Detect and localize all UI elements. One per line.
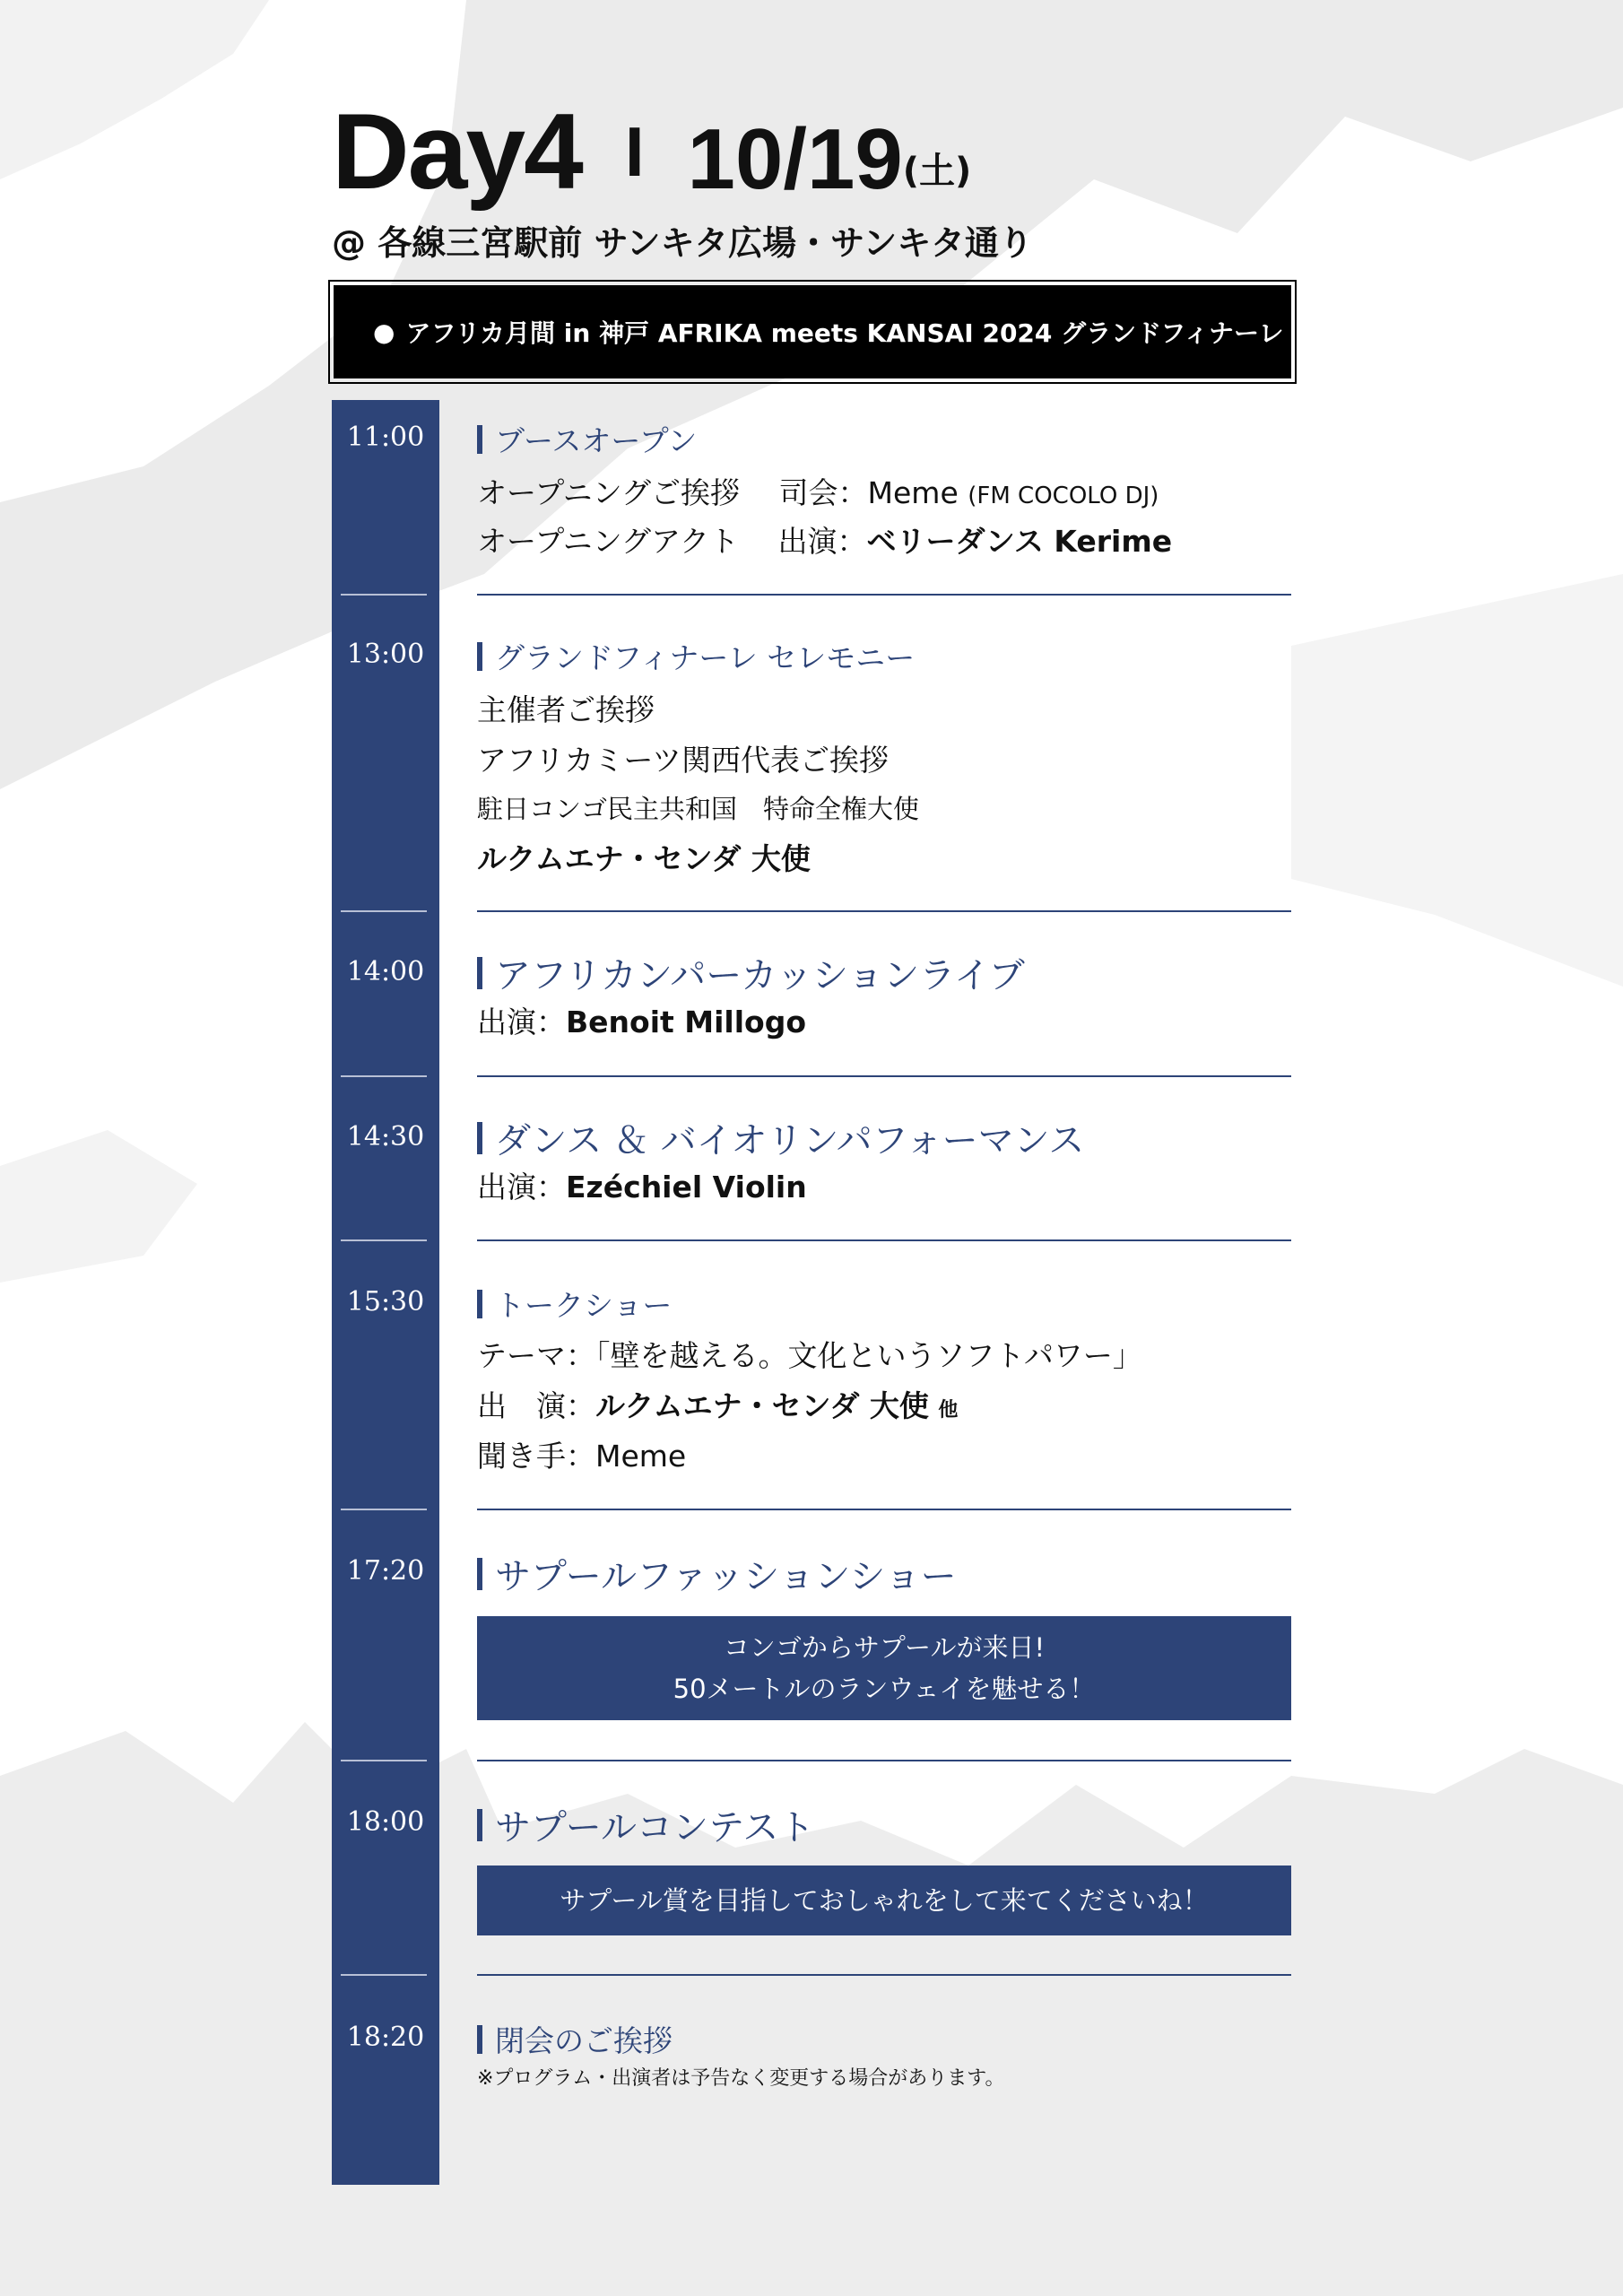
segment-title: ダンス ＆ バイオリンパフォーマンス [477,1112,1084,1163]
section-divider [477,910,1291,912]
time-label: 17:20 [346,1555,425,1587]
segment-title: トークショー [477,1283,672,1325]
timeline-tick [341,1974,427,1976]
segment-title: サプールファッションショー [477,1548,957,1599]
timeline-tick [341,1075,427,1077]
segment-title: ブースオープン [477,418,697,460]
title-marker [477,1558,482,1590]
segment-title: 閉会のご挨拶 [477,2018,673,2060]
bullet-icon: ● [373,317,395,347]
timeline-tick [341,910,427,912]
time-label: 14:30 [346,1121,425,1152]
program-line: テーマ：「壁を越える。文化というソフトパワー」 [477,1338,1142,1373]
section-divider [477,1075,1291,1077]
time-label: 14:00 [346,956,425,987]
program-line: オープニングご挨拶 司会：Meme (FM COCOLO DJ) [477,475,1159,510]
venue: @ 各線三宮駅前 サンキタ広場・サンキタ通り [332,223,1033,263]
segment-title: アフリカンパーカッションライブ [477,947,1025,998]
program-line: 駐日コンゴ民主共和国 特命全権大使 [477,794,920,824]
time-label: 11:00 [346,422,425,453]
highlight-box: サプール賞を目指しておしゃれをして来てくださいね！ [477,1866,1291,1935]
title-marker [477,2025,482,2054]
time-label: 15:30 [346,1286,425,1318]
time-label: 18:00 [346,1806,425,1838]
title-marker [477,1122,482,1154]
timeline-tick [341,1509,427,1510]
page-title [332,90,971,213]
day-label: Day4 [332,91,582,212]
section-divider [477,1509,1291,1510]
program-line: 聞き手：Meme [477,1439,687,1474]
time-label: 18:20 [346,2022,425,2053]
timeline-tick [341,1760,427,1761]
program-line: 主催者ご挨拶 [477,692,655,727]
program-line: アフリカミーツ関西代表ご挨拶 [477,743,890,778]
title-marker [477,642,482,671]
title-marker [477,1290,482,1318]
time-label: 13:00 [346,639,425,670]
event-banner [334,285,1291,378]
program-line: 出演：Ezéchiel Violin [477,1170,807,1205]
disclaimer-note: ※プログラム・出演者は予告なく変更する場合があります。 [477,2067,1005,2090]
program-line: 出 演：ルクムエナ・センダ 大使 他 [477,1388,959,1423]
section-divider [477,1239,1291,1241]
segment-title: サプールコンテスト [477,1799,814,1850]
section-divider [477,1974,1291,1976]
section-divider [477,594,1291,596]
timeline-tick [341,1239,427,1241]
title-marker [477,957,482,989]
title-marker [477,1809,482,1841]
event-date: 10/19 [687,111,903,207]
program-line: 出演：Benoit Millogo [477,1004,807,1039]
title-marker [477,425,482,454]
section-divider [477,1760,1291,1761]
banner-text: アフリカ月間 in 神戸 AFRIKA meets KANSAI 2024 グランドフィナーレ [405,318,1284,348]
title-separator: I [624,112,645,191]
segment-title: グランドフィナーレ セレモニー [477,635,915,677]
program-line: オープニングアクト 出演：ベリーダンス Kerime [477,524,1173,559]
highlight-box: コンゴからサプールが来日! 50メートルのランウェイを魅せる！ [477,1616,1291,1720]
timeline-tick [341,594,427,596]
event-weekday: (土) [902,151,972,192]
program-line: ルクムエナ・センダ 大使 [477,841,811,876]
